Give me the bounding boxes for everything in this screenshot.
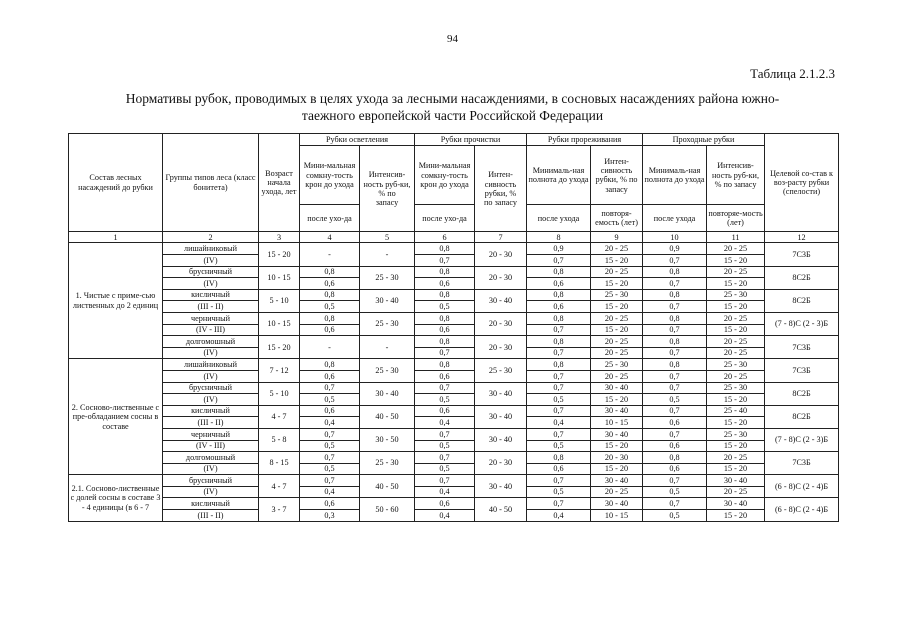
column-number: 1 — [69, 232, 163, 243]
forest-class-cell: (IV) — [163, 486, 259, 498]
intensity-cell: 25 - 30 — [360, 266, 415, 289]
column-number: 11 — [707, 232, 765, 243]
min-closure-cell: - — [300, 336, 360, 359]
table-row — [69, 278, 839, 290]
header-intensity-pct — [360, 146, 415, 232]
passing-density-cell: 0,8 — [643, 266, 707, 278]
cleaning-intensity-cell: 30 - 40 — [475, 382, 527, 405]
cleaning-after-cell: 0,6 — [415, 324, 475, 336]
table-row — [69, 324, 839, 336]
table-row — [69, 289, 839, 301]
table-row — [69, 417, 839, 429]
thinning-after-cell: 0,6 — [527, 301, 591, 313]
passing-repeat-cell: 15 - 20 — [707, 301, 765, 313]
table-row — [69, 498, 839, 510]
passing-density-cell: 0,7 — [643, 382, 707, 394]
column-number: 10 — [643, 232, 707, 243]
passing-intensity-cell: 25 - 40 — [707, 405, 765, 417]
column-number: 4 — [300, 232, 360, 243]
header-stock: запасу — [375, 198, 399, 208]
passing-intensity-cell: 25 - 30 — [707, 382, 765, 394]
cleaning-after-cell: 0,7 — [415, 347, 475, 359]
table-row — [69, 440, 839, 452]
header-target: Целевой со-став к воз-расту рубки (спелости) — [765, 134, 839, 232]
passing-repeat-cell: 15 - 20 — [707, 417, 765, 429]
passing-after-cell: 0,7 — [643, 278, 707, 290]
forest-class-cell: (IV) — [163, 347, 259, 359]
cleaning-closure-cell: 0,8 — [415, 289, 475, 301]
table-row — [69, 255, 839, 267]
cleaning-intensity-cell: 30 - 40 — [475, 475, 527, 498]
intensity-cell: 25 - 30 — [360, 359, 415, 382]
table-row — [69, 266, 839, 278]
passing-density-cell: 0,8 — [643, 452, 707, 464]
target-cell: 7С3Б — [765, 243, 839, 266]
thinning-density-cell: 0,7 — [527, 428, 591, 440]
passing-intensity-cell: 25 - 30 — [707, 428, 765, 440]
forest-class-cell: (III - II) — [163, 510, 259, 522]
min-closure-cell: - — [300, 243, 360, 266]
passing-after-cell: 0,7 — [643, 347, 707, 359]
age-cell: 5 - 10 — [259, 289, 300, 312]
header-after-care-3: после ухода — [527, 205, 591, 232]
cleaning-after-cell: 0,5 — [415, 440, 475, 452]
min-closure-cell: 0,7 — [300, 475, 360, 487]
thinning-after-cell: 0,5 — [527, 486, 591, 498]
cleaning-after-cell: 0,6 — [415, 370, 475, 382]
intensity-cell: 40 - 50 — [360, 475, 415, 498]
target-cell: 7С3Б — [765, 452, 839, 475]
column-number: 9 — [591, 232, 643, 243]
passing-repeat-cell: 15 - 20 — [707, 394, 765, 406]
passing-density-cell: 0,8 — [643, 289, 707, 301]
thinning-repeat-cell: 15 - 20 — [591, 394, 643, 406]
age-cell: 7 - 12 — [259, 359, 300, 382]
age-cell: 5 - 8 — [259, 428, 300, 451]
passing-repeat-cell: 20 - 25 — [707, 486, 765, 498]
thinning-repeat-cell: 10 - 15 — [591, 417, 643, 429]
thinning-density-cell: 0,7 — [527, 405, 591, 417]
closure-after-cell: 0,5 — [300, 463, 360, 475]
header-cleaning: Рубки прочистки — [415, 134, 527, 146]
cleaning-intensity-cell: 20 - 30 — [475, 266, 527, 289]
target-cell: (7 - 8)С (2 - 3)Б — [765, 312, 839, 335]
min-closure-cell: 0,6 — [300, 405, 360, 417]
thinning-after-cell: 0,4 — [527, 417, 591, 429]
composition-cell: 2. Сосново-лиственные с пре-обладанием сосны в составе — [69, 359, 163, 475]
thinning-intensity-cell: 30 - 40 — [591, 405, 643, 417]
cleaning-after-cell: 0,5 — [415, 463, 475, 475]
thinning-density-cell: 0,8 — [527, 312, 591, 324]
header-repeat-2: повторяе-мость (лет) — [707, 205, 765, 232]
table-row — [69, 301, 839, 313]
thinning-intensity-cell: 20 - 25 — [591, 312, 643, 324]
header-min-closure: Мини-мальная сомкну-тость крон до ухода — [300, 146, 360, 205]
min-closure-cell: 0,8 — [300, 289, 360, 301]
passing-after-cell: 0,6 — [643, 463, 707, 475]
passing-repeat-cell: 15 - 20 — [707, 255, 765, 267]
age-cell: 3 - 7 — [259, 498, 300, 521]
column-number: 2 — [163, 232, 259, 243]
cleaning-after-cell: 0,5 — [415, 394, 475, 406]
passing-repeat-cell: 20 - 25 — [707, 347, 765, 359]
header-forest-group: Группы типов леса (класс бонитета) — [163, 134, 259, 232]
norms-table — [68, 133, 839, 522]
table-row — [69, 452, 839, 464]
passing-repeat-cell: 15 - 20 — [707, 440, 765, 452]
passing-intensity-cell: 20 - 25 — [707, 452, 765, 464]
forest-type-cell: долгомошный — [163, 452, 259, 464]
cleaning-intensity-cell: 20 - 30 — [475, 312, 527, 335]
passing-after-cell: 0,7 — [643, 324, 707, 336]
age-cell: 4 - 7 — [259, 475, 300, 498]
cleaning-closure-cell: 0,7 — [415, 428, 475, 440]
min-closure-cell: 0,7 — [300, 382, 360, 394]
passing-density-cell: 0,7 — [643, 475, 707, 487]
age-cell: 15 - 20 — [259, 243, 300, 266]
thinning-density-cell: 0,9 — [527, 243, 591, 255]
passing-after-cell: 0,7 — [643, 255, 707, 267]
passing-intensity-cell: 20 - 25 — [707, 336, 765, 348]
min-closure-cell: 0,7 — [300, 452, 360, 464]
header-min-closure-2: Мини-мальная сомкну-тость крон до ухода — [415, 146, 475, 205]
passing-after-cell: 0,6 — [643, 440, 707, 452]
column-number: 6 — [415, 232, 475, 243]
table-body — [69, 232, 839, 521]
header-repeat: повторя-емость (лет) — [591, 205, 643, 232]
header-intensity-4: Интенсив-ность руб-ки, % по запасу — [707, 146, 765, 205]
thinning-repeat-cell: 15 - 20 — [591, 301, 643, 313]
thinning-intensity-cell: 30 - 40 — [591, 498, 643, 510]
header-clarification: Рубки осветления — [300, 134, 415, 146]
age-cell: 8 - 15 — [259, 452, 300, 475]
passing-density-cell: 0,8 — [643, 336, 707, 348]
forest-type-cell: долгомошный — [163, 336, 259, 348]
intensity-cell: 30 - 40 — [360, 382, 415, 405]
cleaning-closure-cell: 0,8 — [415, 336, 475, 348]
thinning-density-cell: 0,7 — [527, 475, 591, 487]
intensity-cell: 25 - 30 — [360, 452, 415, 475]
passing-repeat-cell: 20 - 25 — [707, 370, 765, 382]
age-cell: 5 - 10 — [259, 382, 300, 405]
header-min-density-2: Минималь-ная полнота до ухода — [643, 146, 707, 205]
forest-type-cell: черничный — [163, 428, 259, 440]
age-cell: 15 - 20 — [259, 336, 300, 359]
header-after-care-4: после ухода — [643, 205, 707, 232]
passing-density-cell: 0,9 — [643, 243, 707, 255]
column-number-row — [69, 232, 839, 243]
thinning-repeat-cell: 15 - 20 — [591, 463, 643, 475]
age-cell: 10 - 15 — [259, 266, 300, 289]
table-row — [69, 394, 839, 406]
passing-density-cell: 0,7 — [643, 428, 707, 440]
thinning-intensity-cell: 25 - 30 — [591, 359, 643, 371]
header-passing: Проходные рубки — [643, 134, 765, 146]
cleaning-closure-cell: 0,6 — [415, 498, 475, 510]
forest-class-cell: (III - II) — [163, 417, 259, 429]
thinning-after-cell: 0,5 — [527, 394, 591, 406]
thinning-repeat-cell: 15 - 20 — [591, 440, 643, 452]
target-cell: (7 - 8)С (2 - 3)Б — [765, 428, 839, 451]
closure-after-cell: 0,6 — [300, 324, 360, 336]
passing-after-cell: 0,6 — [643, 417, 707, 429]
header-intensity-2-text: Интен-сивность рубки, % — [484, 170, 517, 198]
cleaning-closure-cell: 0,6 — [415, 405, 475, 417]
thinning-after-cell: 0,6 — [527, 278, 591, 290]
closure-after-cell: 0,5 — [300, 394, 360, 406]
table-row — [69, 463, 839, 475]
cleaning-closure-cell: 0,8 — [415, 243, 475, 255]
closure-after-cell: 0,5 — [300, 440, 360, 452]
target-cell: 8С2Б — [765, 405, 839, 428]
passing-intensity-cell: 20 - 25 — [707, 266, 765, 278]
header-composition: Состав лесных насаждений до рубки — [69, 134, 163, 232]
cleaning-intensity-cell: 20 - 30 — [475, 336, 527, 359]
thinning-intensity-cell: 30 - 40 — [591, 475, 643, 487]
passing-after-cell: 0,7 — [643, 370, 707, 382]
column-number: 5 — [360, 232, 415, 243]
intensity-cell: 30 - 40 — [360, 289, 415, 312]
header-after-care-2: после ухо-да — [415, 205, 475, 232]
header-intensity-2 — [475, 146, 527, 232]
thinning-after-cell: 0,4 — [527, 510, 591, 522]
min-closure-cell: 0,8 — [300, 359, 360, 371]
column-number: 3 — [259, 232, 300, 243]
header-min-density: Минималь-ная полнота до ухода — [527, 146, 591, 205]
intensity-cell: 25 - 30 — [360, 312, 415, 335]
thinning-intensity-cell: 25 - 30 — [591, 289, 643, 301]
closure-after-cell: 0,5 — [300, 301, 360, 313]
table-title-line-1: Нормативы рубок, проводимых в целях ухода за лесными насаждениями, в сосновых насаждениях района южно- — [125, 91, 780, 106]
thinning-intensity-cell: 30 - 40 — [591, 382, 643, 394]
table-row — [69, 312, 839, 324]
thinning-after-cell: 0,5 — [527, 440, 591, 452]
thinning-repeat-cell: 15 - 20 — [591, 278, 643, 290]
cleaning-intensity-cell: 30 - 40 — [475, 289, 527, 312]
forest-type-cell: кисличный — [163, 289, 259, 301]
closure-after-cell: 0,4 — [300, 417, 360, 429]
forest-class-cell: (IV - III) — [163, 440, 259, 452]
cleaning-intensity-cell: 25 - 30 — [475, 359, 527, 382]
table-row — [69, 359, 839, 371]
passing-density-cell: 0,8 — [643, 312, 707, 324]
column-number: 7 — [475, 232, 527, 243]
cleaning-intensity-cell: 30 - 40 — [475, 405, 527, 428]
passing-density-cell: 0,7 — [643, 405, 707, 417]
target-cell: 7С3Б — [765, 359, 839, 382]
target-cell: 7С3Б — [765, 336, 839, 359]
cleaning-intensity-cell: 40 - 50 — [475, 498, 527, 521]
cleaning-intensity-cell: 20 - 30 — [475, 243, 527, 266]
intensity-cell: - — [360, 336, 415, 359]
cleaning-after-cell: 0,6 — [415, 278, 475, 290]
composition-cell: 2.1. Сосново-лиственные с долей сосны в составе 3 - 4 единицы (в 6 - 7 — [69, 475, 163, 521]
cleaning-after-cell: 0,4 — [415, 510, 475, 522]
passing-after-cell: 0,7 — [643, 301, 707, 313]
thinning-density-cell: 0,8 — [527, 359, 591, 371]
forest-type-cell: брусничный — [163, 475, 259, 487]
thinning-after-cell: 0,6 — [527, 463, 591, 475]
thinning-density-cell: 0,8 — [527, 266, 591, 278]
table-row — [69, 475, 839, 487]
closure-after-cell: 0,3 — [300, 510, 360, 522]
thinning-repeat-cell: 20 - 25 — [591, 347, 643, 359]
closure-after-cell: 0,6 — [300, 370, 360, 382]
header-age: Возраст начала ухода, лет — [259, 134, 300, 232]
target-cell: 8С2Б — [765, 266, 839, 289]
min-closure-cell: 0,7 — [300, 428, 360, 440]
thinning-repeat-cell: 15 - 20 — [591, 255, 643, 267]
passing-intensity-cell: 20 - 25 — [707, 243, 765, 255]
thinning-repeat-cell: 20 - 25 — [591, 370, 643, 382]
forest-type-cell: черничный — [163, 312, 259, 324]
thinning-after-cell: 0,7 — [527, 324, 591, 336]
passing-intensity-cell: 30 - 40 — [707, 475, 765, 487]
table-row — [69, 382, 839, 394]
thinning-after-cell: 0,7 — [527, 370, 591, 382]
thinning-repeat-cell: 10 - 15 — [591, 510, 643, 522]
table-row — [69, 370, 839, 382]
table-label: Таблица 2.1.2.3 — [750, 66, 835, 81]
intensity-cell: 40 - 50 — [360, 405, 415, 428]
table-row — [69, 510, 839, 522]
forest-type-cell: брусничный — [163, 266, 259, 278]
thinning-repeat-cell: 20 - 25 — [591, 486, 643, 498]
passing-intensity-cell: 25 - 30 — [707, 359, 765, 371]
table-row — [69, 428, 839, 440]
forest-class-cell: (IV) — [163, 463, 259, 475]
cleaning-closure-cell: 0,8 — [415, 266, 475, 278]
thinning-density-cell: 0,8 — [527, 336, 591, 348]
header-intensity-3: Интен-сивность рубки, % по запасу — [591, 146, 643, 205]
thinning-intensity-cell: 30 - 40 — [591, 428, 643, 440]
passing-repeat-cell: 15 - 20 — [707, 463, 765, 475]
cleaning-closure-cell: 0,7 — [415, 382, 475, 394]
thinning-density-cell: 0,8 — [527, 289, 591, 301]
thinning-after-cell: 0,7 — [527, 255, 591, 267]
passing-density-cell: 0,7 — [643, 498, 707, 510]
header-thinning: Рубки прореживания — [527, 134, 643, 146]
table-row — [69, 347, 839, 359]
target-cell: 8С2Б — [765, 382, 839, 405]
passing-intensity-cell: 20 - 25 — [707, 312, 765, 324]
passing-repeat-cell: 15 - 20 — [707, 278, 765, 290]
closure-after-cell: 0,6 — [300, 278, 360, 290]
thinning-intensity-cell: 20 - 30 — [591, 452, 643, 464]
passing-after-cell: 0,5 — [643, 394, 707, 406]
thinning-density-cell: 0,8 — [527, 452, 591, 464]
min-closure-cell: 0,6 — [300, 498, 360, 510]
passing-repeat-cell: 15 - 20 — [707, 510, 765, 522]
forest-type-cell: кисличный — [163, 498, 259, 510]
thinning-after-cell: 0,7 — [527, 347, 591, 359]
column-number: 8 — [527, 232, 591, 243]
forest-type-cell: брусничный — [163, 382, 259, 394]
forest-class-cell: (IV - III) — [163, 324, 259, 336]
composition-cell: 1. Чистые с приме-сью лиственных до 2 единиц — [69, 243, 163, 359]
cleaning-intensity-cell: 30 - 40 — [475, 428, 527, 451]
table-row — [69, 486, 839, 498]
cleaning-closure-cell: 0,7 — [415, 475, 475, 487]
table-title — [60, 90, 845, 124]
thinning-intensity-cell: 20 - 25 — [591, 243, 643, 255]
passing-intensity-cell: 25 - 30 — [707, 289, 765, 301]
intensity-cell: - — [360, 243, 415, 266]
intensity-cell: 50 - 60 — [360, 498, 415, 521]
header-stock-2: по запасу — [484, 198, 517, 208]
forest-type-cell: лишайниковый — [163, 359, 259, 371]
target-cell: (6 - 8)С (2 - 4)Б — [765, 498, 839, 521]
page-number: 94 — [447, 33, 458, 45]
thinning-density-cell: 0,7 — [527, 498, 591, 510]
cleaning-closure-cell: 0,7 — [415, 452, 475, 464]
cleaning-intensity-cell: 20 - 30 — [475, 452, 527, 475]
cleaning-after-cell: 0,4 — [415, 417, 475, 429]
thinning-density-cell: 0,7 — [527, 382, 591, 394]
age-cell: 10 - 15 — [259, 312, 300, 335]
column-number: 12 — [765, 232, 839, 243]
min-closure-cell: 0,8 — [300, 266, 360, 278]
target-cell: (6 - 8)С (2 - 4)Б — [765, 475, 839, 498]
table-title-line-2: таежного европейской части Российской Федерации — [301, 108, 604, 123]
thinning-intensity-cell: 20 - 25 — [591, 336, 643, 348]
table-row — [69, 243, 839, 255]
passing-intensity-cell: 30 - 40 — [707, 498, 765, 510]
forest-class-cell: (IV) — [163, 394, 259, 406]
table-row — [69, 405, 839, 417]
passing-repeat-cell: 15 - 20 — [707, 324, 765, 336]
passing-after-cell: 0,5 — [643, 510, 707, 522]
forest-type-cell: кисличный — [163, 405, 259, 417]
header-intensity-pct-text: Интенсив-ность руб-ки, % по — [363, 170, 411, 198]
forest-class-cell: (IV) — [163, 255, 259, 267]
header-after-care: после ухо-да — [300, 205, 360, 232]
cleaning-after-cell: 0,4 — [415, 486, 475, 498]
passing-after-cell: 0,5 — [643, 486, 707, 498]
min-closure-cell: 0,8 — [300, 312, 360, 324]
forest-class-cell: (III - II) — [163, 301, 259, 313]
age-cell: 4 - 7 — [259, 405, 300, 428]
forest-type-cell: лишайниковый — [163, 243, 259, 255]
table-row — [69, 336, 839, 348]
forest-class-cell: (IV) — [163, 370, 259, 382]
thinning-intensity-cell: 20 - 25 — [591, 266, 643, 278]
target-cell: 8С2Б — [765, 289, 839, 312]
cleaning-closure-cell: 0,8 — [415, 359, 475, 371]
thinning-repeat-cell: 15 - 20 — [591, 324, 643, 336]
cleaning-after-cell: 0,5 — [415, 301, 475, 313]
cleaning-after-cell: 0,7 — [415, 255, 475, 267]
intensity-cell: 30 - 50 — [360, 428, 415, 451]
cleaning-closure-cell: 0,8 — [415, 312, 475, 324]
closure-after-cell: 0,4 — [300, 486, 360, 498]
passing-density-cell: 0,8 — [643, 359, 707, 371]
forest-class-cell: (IV) — [163, 278, 259, 290]
